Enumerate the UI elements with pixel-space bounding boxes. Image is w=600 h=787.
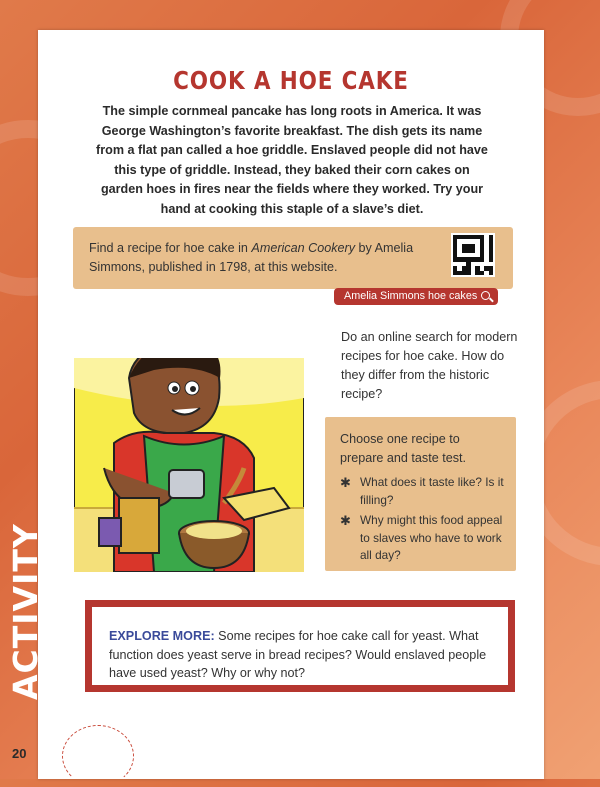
bullet-text: What does it taste like? Is it filling?: [360, 475, 504, 507]
star-bullet-icon: ✱: [340, 513, 351, 528]
activity-side-label: ACTIVITY: [6, 523, 45, 700]
explore-body: Some recipes for hoe cake call for yeast. What function does yeast serve in bread recipes? Would enslaved people have used yeast? Why or why not?: [109, 629, 487, 680]
explore-label: EXPLORE MORE:: [109, 629, 215, 643]
recipe-text: [89, 239, 419, 277]
activity-page: [38, 30, 544, 779]
list-item: [340, 512, 510, 565]
bullet-text: Why might this food appeal to slaves who have to work all day?: [360, 513, 503, 562]
choose-title: Choose one recipe to prepare and taste test.: [340, 432, 467, 465]
star-bullet-icon: ✱: [340, 475, 351, 490]
page-number: 20: [12, 746, 27, 761]
qr-code[interactable]: [451, 233, 495, 277]
recipe-text-before: Find a recipe for hoe cake in: [89, 241, 252, 255]
recipe-text-after: by Amelia Simmons, published in 1798, at this website.: [89, 241, 414, 274]
page-title: COOK A HOE CAKE: [173, 66, 409, 95]
boy-cooking-illustration: [74, 358, 304, 572]
search-question: Do an online search for modern recipes for hoe cake. How do they differ from the historic recipe?: [341, 330, 518, 401]
search-icon: [481, 291, 490, 300]
explore-more-box: [85, 600, 515, 692]
explore-text: [109, 627, 499, 683]
dotted-decoration: [62, 725, 134, 787]
choose-recipe-box: [325, 417, 516, 571]
book-title: American Cookery: [251, 241, 356, 255]
search-term-label: Amelia Simmons hoe cakes: [344, 290, 478, 302]
recipe-box: [73, 227, 513, 289]
intro-paragraph: The simple cornmeal pancake has long roots in America. It was George Washington’s favorite breakfast. The dish gets its name from a flat pan called a hoe griddle. Enslaved people did not have this type of griddle. Instead, they baked their corn cakes on garden hoes in fires near the fields where they worked. Try your hand at cooking this staple of a slave’s diet.: [96, 104, 488, 216]
search-term-badge[interactable]: [334, 288, 498, 305]
taste-test-questions: [340, 474, 510, 568]
list-item: [340, 474, 510, 509]
